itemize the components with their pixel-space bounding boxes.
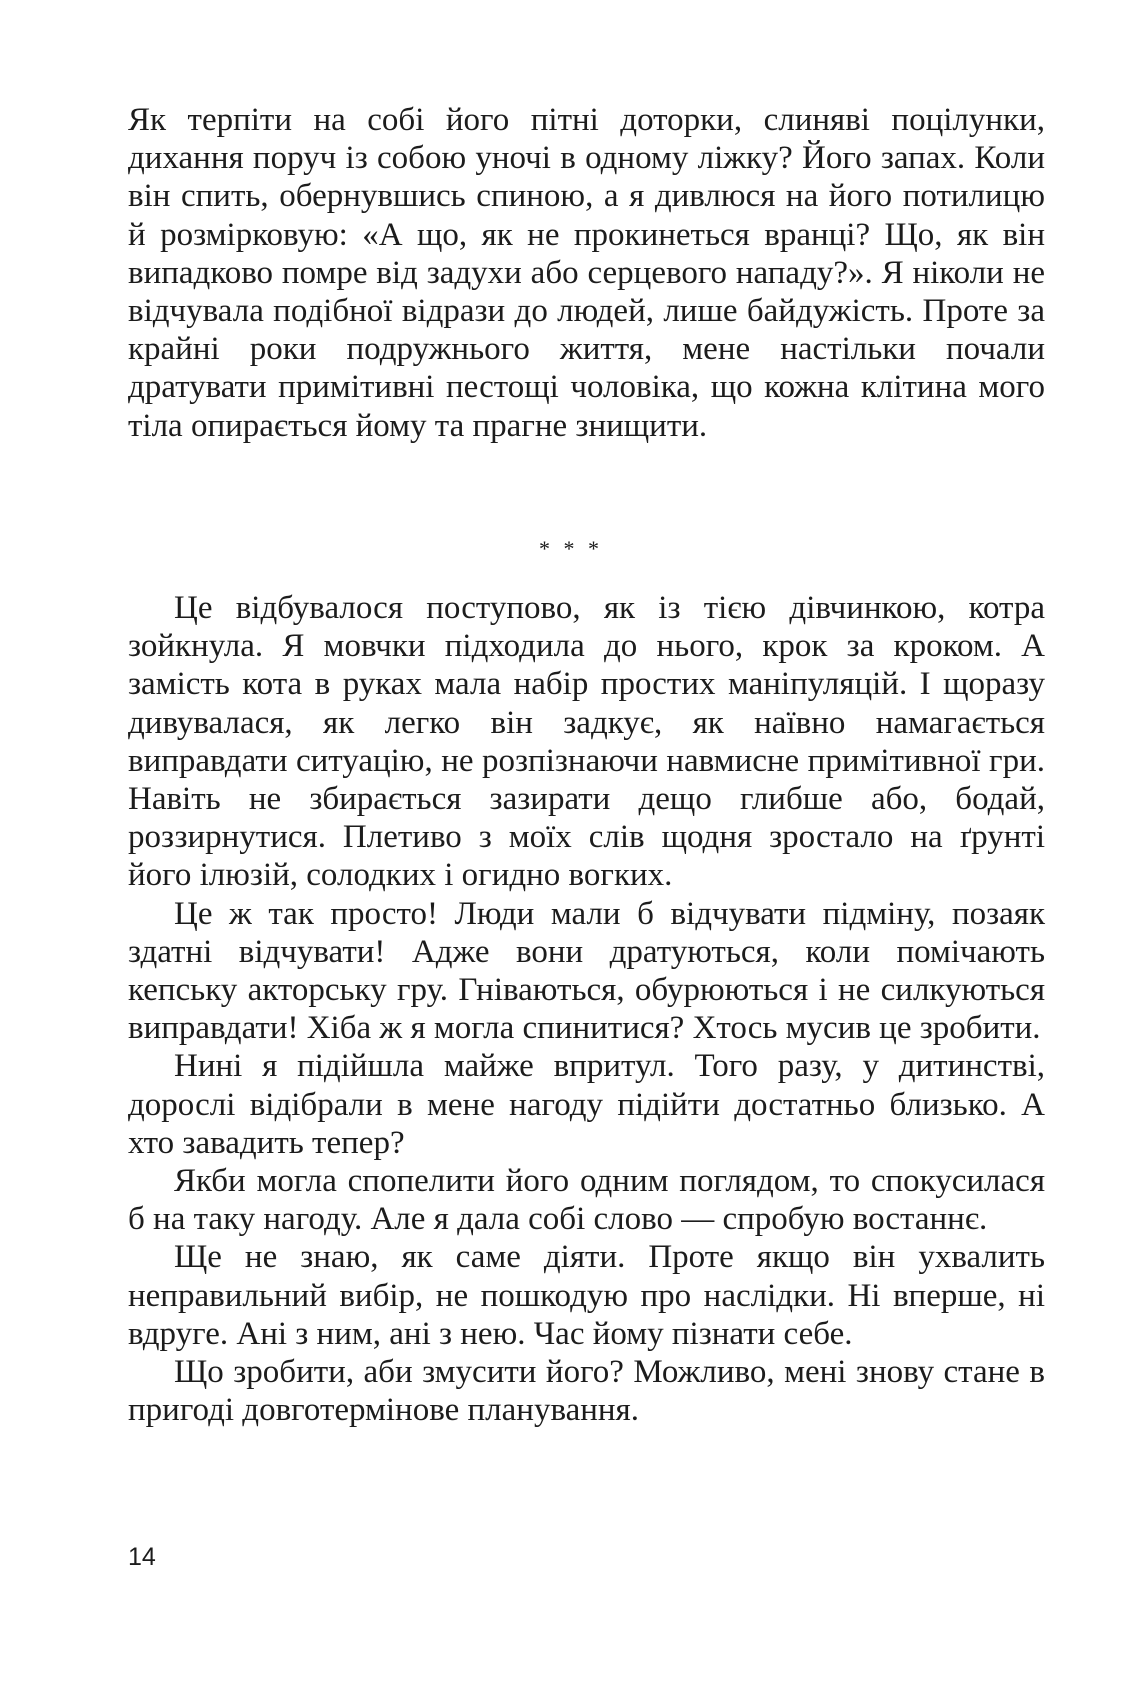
paragraph: Що зробити, аби змусити його? Можливо, мені знову стане в пригоді довготермінове планування. <box>128 1354 1045 1429</box>
paragraph: Це ж так просто! Люди мали б відчувати підміну, позаяк здатні відчувати! Адже вони дратуються, коли помічають кепську акторську гру. Гніваються, обурюються і не силкуються виправдати! Хіба ж я могла спинитися? Хтось мусив це зробити. <box>128 895 1045 1047</box>
paragraph: Це відбувалося поступово, як із тією дівчинкою, котра зойкнула. Я мовчки підходила до нього, крок за кроком. А замість кота в руках мала набір простих маніпуляцій. І щоразу дивувалася, як легко він задкує, як наївно намагається виправдати ситуацію, не розпізнаючи навмисне примітивної гри. Навіть не збирається зазирати дещо глибше або, бодай, роззирнутися. Плетиво з моїх слів щодня зростало на ґрунті його ілюзій, солодких і огидно вогких. <box>128 590 1045 894</box>
main-text-block <box>128 589 1045 1429</box>
opening-text-block <box>128 101 1045 445</box>
paragraph: Ще не знаю, як саме діяти. Проте якщо він ухвалить неправильний вибір, не пошкодую про наслідки. Ні вперше, ні вдруге. Ані з ним, ані з нею. Час йому пізнати себе. <box>128 1239 1045 1352</box>
page-number: 14 <box>128 1543 156 1571</box>
paragraph: Нині я підійшла майже впритул. Того разу, у дитинстві, дорослі відібрали в мене нагоду підійти достатньо близько. А хто завадить тепер? <box>128 1048 1045 1161</box>
section-break: * * * <box>539 536 603 561</box>
opening-paragraph: Як терпіти на собі його пітні доторки, слиняві поцілунки, дихання поруч із собою уночі в одному ліжку? Його запах. Коли він спить, обернувшись спиною, а я дивлюся на його потилицю й розмірковую: «А що, як не прокинеться вранці? Що, як він випадково помре від задухи або серцевого нападу?». Я ніколи не відчувала подібної відрази до людей, лише байдужість. Проте за крайні роки подружнього життя, мене настільки почали дратувати примітивні пестощі чоловіка, що кожна клітина мого тіла опирається йому та прагне знищити. <box>128 102 1045 444</box>
paragraph: Якби могла спопелити його одним поглядом, то спокусилася б на таку нагоду. Але я дала собі слово — спробую востаннє. <box>128 1163 1045 1238</box>
